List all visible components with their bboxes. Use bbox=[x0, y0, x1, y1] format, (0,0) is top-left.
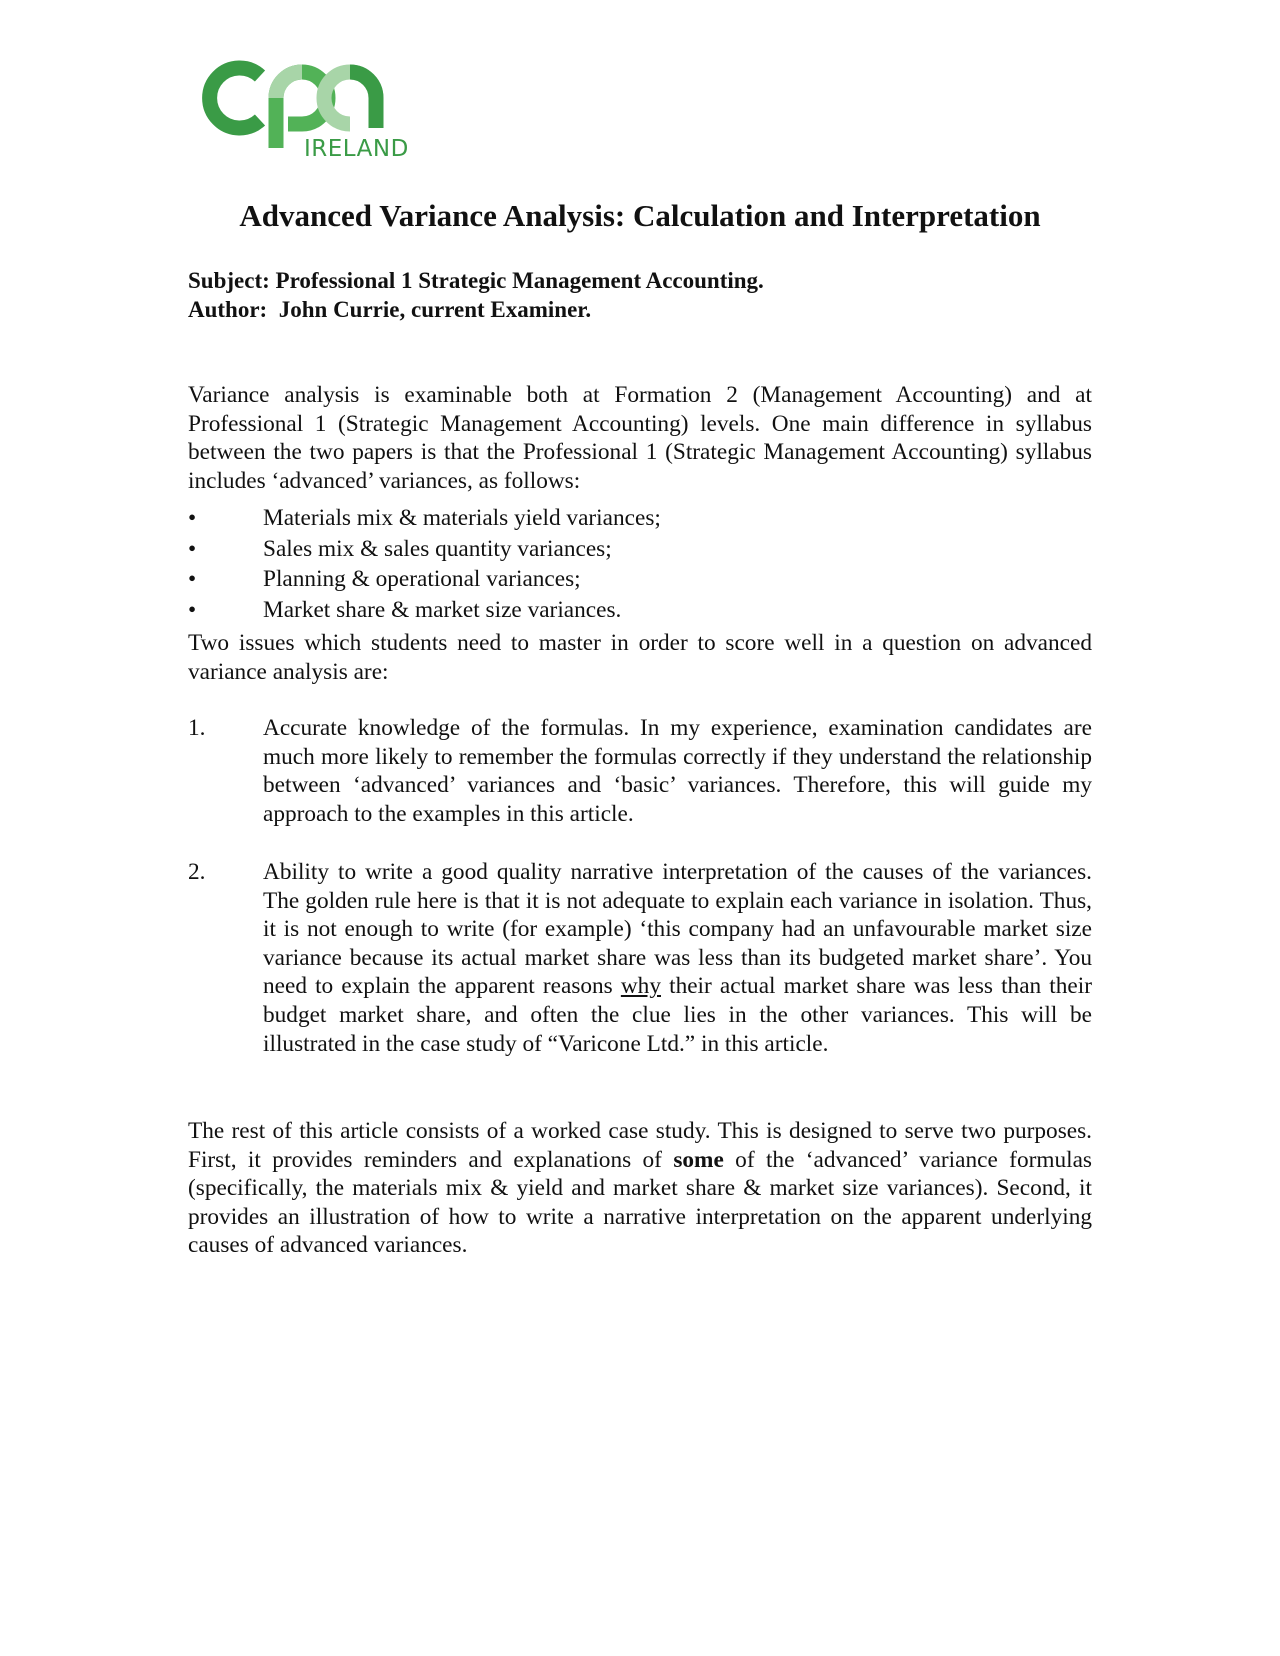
logo-ireland-text: IRELAND bbox=[304, 136, 409, 162]
list-item-text: Planning & operational variances; bbox=[263, 566, 581, 593]
bullet-icon: • bbox=[188, 566, 197, 593]
logo-letter-p-light bbox=[276, 72, 302, 98]
list-item-text: Sales mix & sales quantity variances; bbox=[263, 535, 612, 562]
advanced-variances-list bbox=[188, 503, 1092, 625]
bullet-icon: • bbox=[188, 535, 197, 562]
underlined-word: why bbox=[620, 973, 661, 1000]
author-line bbox=[188, 295, 764, 324]
closing-paragraph bbox=[188, 1117, 1092, 1260]
closing-text-part: The rest of this article consists of a worked case study. This is designed to serve two purposes. First, it provides reminders and explanations of bbox=[188, 1118, 1092, 1173]
subject-line bbox=[188, 266, 764, 295]
closing-text-part: of the ‘advanced’ variance formulas (specifically, the materials mix & yield and market share & market size variances). Second, it provides an illustration of how to write a narrative interpretation on the apparent underlying causes of advanced variances. bbox=[188, 1146, 1092, 1259]
item-text-part: Ability to write a good quality narrative interpretation of the causes of the variances. The golden rule here is that it is not adequate to explain each variance in isolation. Thus, it is not enough to write (for example) ‘this company had an unfavourable market size variance because its actual market share was less than its budgeted market share’. You need to explain the apparent reasons bbox=[263, 859, 1092, 1000]
item-number: 1. bbox=[188, 715, 206, 741]
document-meta bbox=[188, 266, 764, 324]
item-text-part: their actual market share was less than their budget market share, and often the clue lies in the other variances. This will be illustrated in the case study of “Varicone Ltd.” in this article. bbox=[263, 973, 1092, 1057]
document-title: Advanced Variance Analysis: Calculation and Interpretation bbox=[239, 198, 1041, 233]
list-item bbox=[188, 503, 1092, 534]
issues-paragraph: Two issues which students need to master in order to score well in a question on advanced variance analysis are: bbox=[188, 630, 1092, 685]
subject-value: Professional 1 Strategic Management Accounting. bbox=[275, 268, 764, 293]
bold-word: some bbox=[673, 1146, 724, 1173]
numbered-item-2 bbox=[188, 858, 1092, 1058]
author-value: John Currie, current Examiner. bbox=[278, 297, 592, 322]
intro-paragraph: Variance analysis is examinable both at Formation 2 (Management Accounting) and at Professional 1 (Strategic Management Accounting) levels. One main difference in syllabus between the two papers is that the Professional 1 (Strategic Management Accounting) syllabus includes ‘advanced’ variances, as follows: bbox=[188, 382, 1092, 494]
item-text: Accurate knowledge of the formulas. In my experience, examination candidates are much more likely to remember the formulas correctly if they understand the relationship between ‘advanced’ variances and ‘basic’ variances. Therefore, this will guide my approach to the examples in this article. bbox=[263, 715, 1092, 827]
item-number: 2. bbox=[188, 859, 206, 885]
list-item bbox=[188, 534, 1092, 565]
list-item-text: Market share & market size variances. bbox=[263, 596, 622, 623]
bullet-icon: • bbox=[188, 596, 197, 623]
numbered-item-1 bbox=[188, 714, 1092, 828]
item-text bbox=[263, 858, 1092, 1058]
cpa-ireland-logo bbox=[188, 36, 438, 186]
author-label: Author: bbox=[188, 297, 268, 322]
bullet-icon: • bbox=[188, 505, 197, 531]
logo-letter-a-stem bbox=[350, 72, 376, 128]
list-item bbox=[188, 595, 1092, 626]
subject-label: Subject: bbox=[188, 268, 270, 293]
list-item bbox=[188, 564, 1092, 595]
logo-letter-c bbox=[210, 68, 260, 128]
list-item-text: Materials mix & materials yield variances; bbox=[263, 505, 661, 531]
